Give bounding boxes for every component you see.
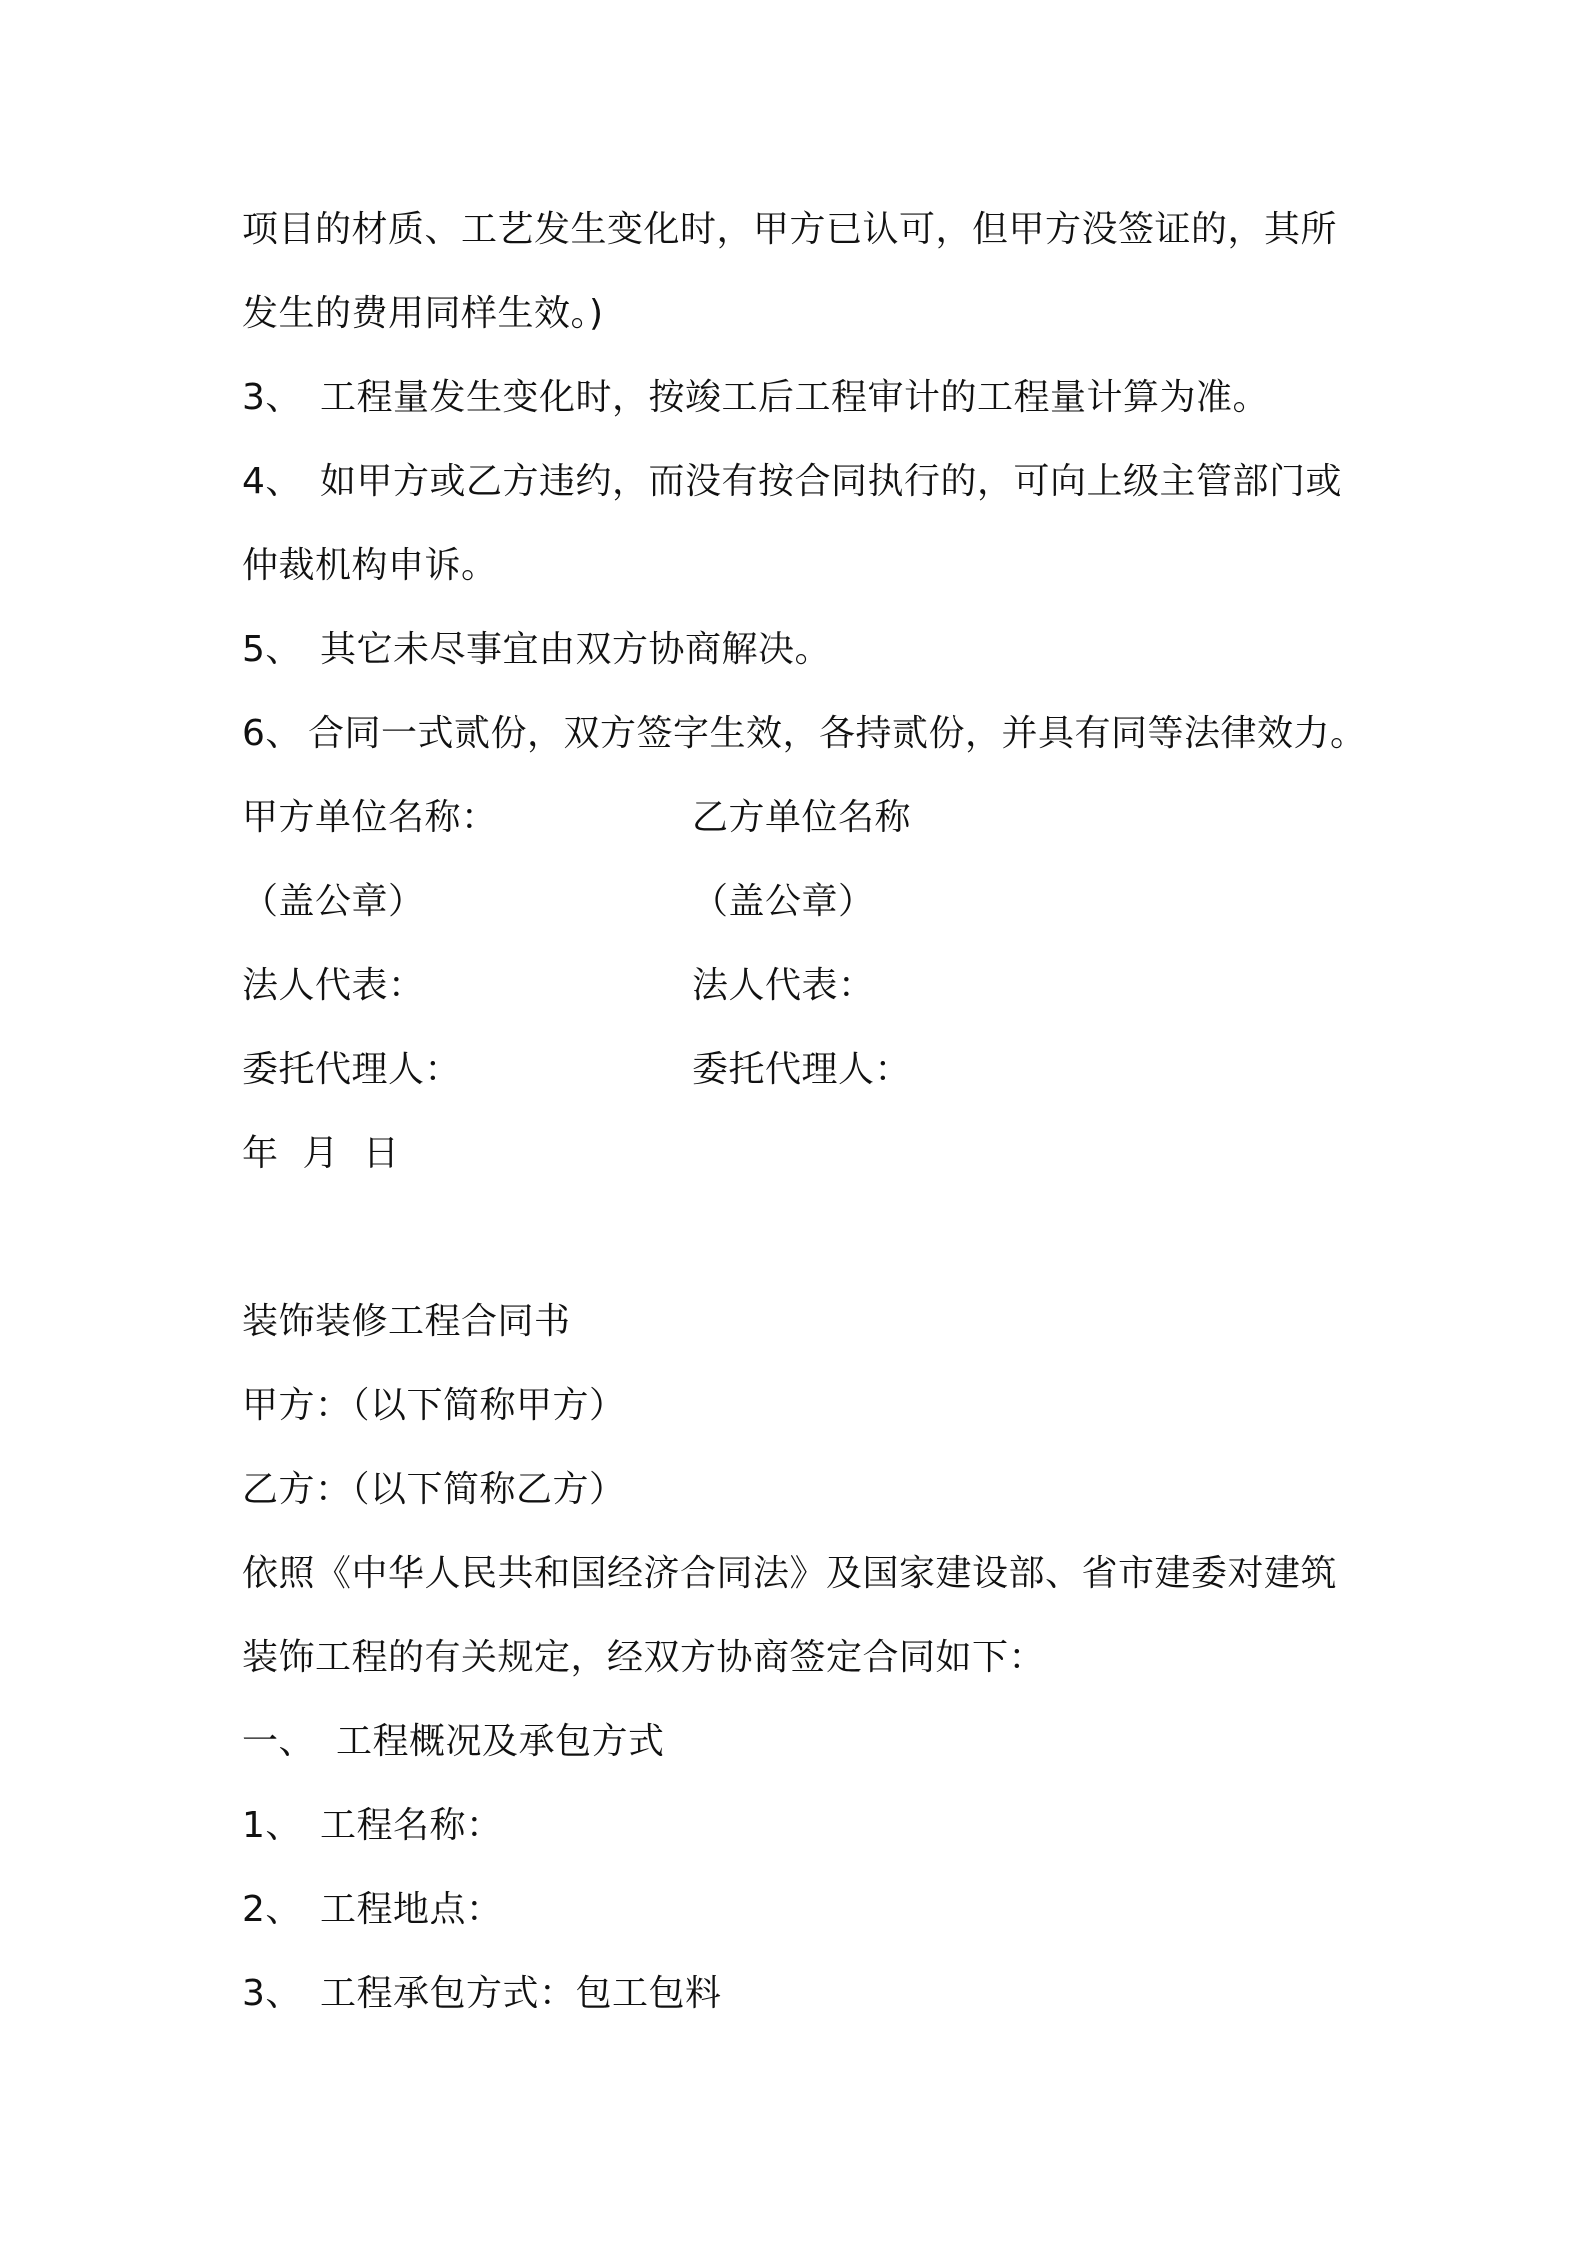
party-a-name-label: 甲方单位名称：	[242, 797, 498, 838]
item-3	[242, 1969, 722, 2019]
section-number: 一、	[242, 1721, 316, 1762]
clause-4-continuation: 仲裁机构申诉。	[242, 545, 498, 586]
clause-3	[242, 373, 1269, 423]
item-number: 3、	[242, 1973, 302, 2014]
party-b-representative-label: 法人代表：	[692, 965, 875, 1006]
item-1	[242, 1801, 503, 1851]
contract-party-a: 甲方：（以下简称甲方）	[242, 1385, 626, 1426]
clause-4	[242, 457, 1342, 507]
clause-text: 其它未尽事宜由双方协商解决。	[320, 629, 832, 670]
party-b-name-label: 乙方单位名称	[692, 797, 912, 838]
item-text: 工程名称：	[320, 1805, 503, 1846]
party-b-seal-label: （盖公章）	[692, 881, 875, 922]
clause-number: 5、	[242, 629, 302, 670]
section-heading	[242, 1717, 665, 1767]
item-text: 工程地点：	[320, 1889, 503, 1930]
clause-text: 如甲方或乙方违约，而没有按合同执行的，可向上级主管部门或	[320, 461, 1343, 502]
item-2	[242, 1885, 503, 1935]
party-a-agent-label: 委托代理人：	[242, 1049, 462, 1090]
party-b-agent-label: 委托代理人：	[692, 1049, 912, 1090]
signature-row-name	[242, 793, 912, 843]
contract-preamble-line-2: 装饰工程的有关规定，经双方协商签定合同如下：	[242, 1637, 1046, 1678]
date-month-label: 月	[302, 1133, 340, 1174]
date-day-label: 日	[363, 1133, 400, 1174]
clause-5	[242, 625, 831, 675]
contract-preamble-line-1: 依照《中华人民共和国经济合同法》及国家建设部、省市建委对建筑	[242, 1553, 1338, 1594]
continuation-line-2: 发生的费用同样生效。)	[242, 293, 604, 334]
clause-number: 4、	[242, 461, 302, 502]
signature-row-agent	[242, 1045, 912, 1095]
clause-6	[242, 709, 1367, 759]
date-year-label: 年	[242, 1133, 279, 1174]
clause-text: 工程量发生变化时，按竣工后工程审计的工程量计算为准。	[320, 377, 1270, 418]
signature-row-representative	[242, 961, 875, 1011]
item-number: 1、	[242, 1805, 302, 1846]
clause-number: 3、	[242, 377, 302, 418]
signature-date	[242, 1129, 424, 1179]
section-title: 工程概况及承包方式	[336, 1721, 665, 1762]
item-text: 工程承包方式：包工包料	[320, 1973, 722, 2014]
continuation-line-1: 项目的材质、工艺发生变化时，甲方已认可，但甲方没签证的，其所	[242, 209, 1338, 250]
party-a-representative-label: 法人代表：	[242, 965, 425, 1006]
party-a-seal-label: （盖公章）	[242, 881, 425, 922]
contract-party-b: 乙方：（以下简称乙方）	[242, 1469, 626, 1510]
contract-title: 装饰装修工程合同书	[242, 1301, 571, 1342]
clause-text: 合同一式贰份，双方签字生效，各持贰份，并具有同等法律效力。	[308, 713, 1367, 754]
item-number: 2、	[242, 1889, 302, 1930]
signature-row-seal	[242, 877, 875, 927]
clause-number: 6、	[242, 713, 302, 754]
